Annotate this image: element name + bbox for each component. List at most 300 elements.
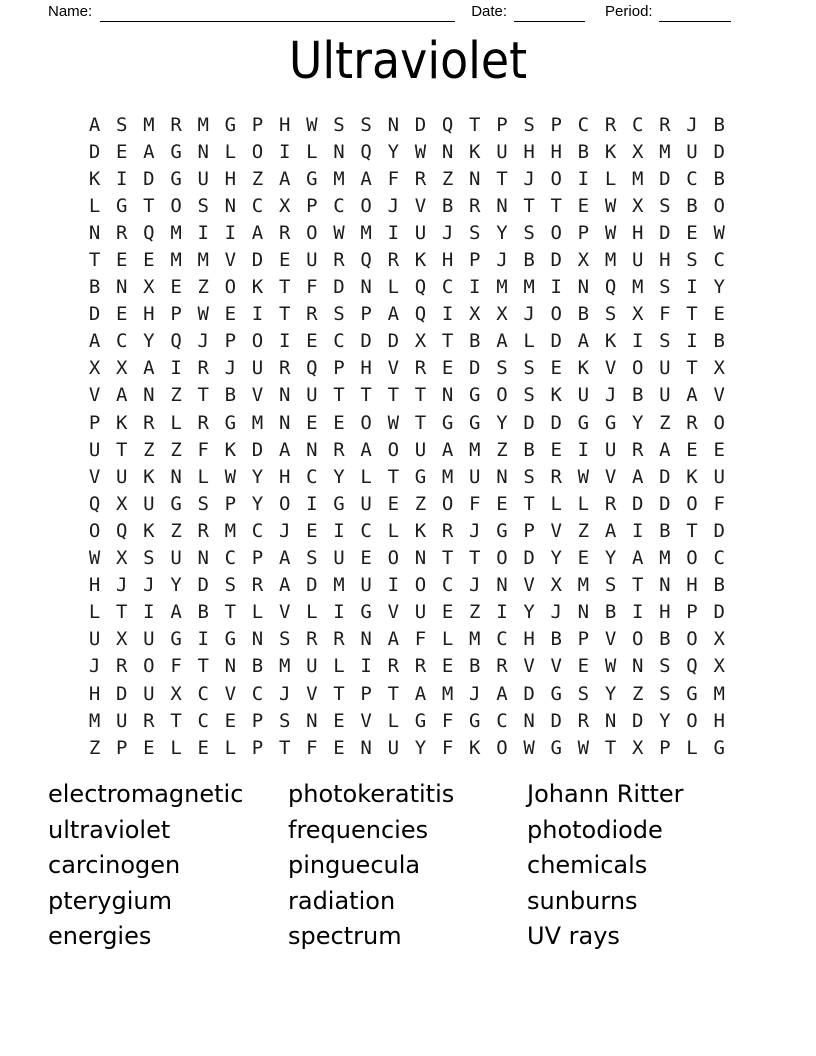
grid-letter: T xyxy=(88,249,101,272)
grid-letter: R xyxy=(686,411,698,434)
grid-letter: M xyxy=(469,628,481,651)
grid-letter: U xyxy=(333,547,345,570)
grid-letter: P xyxy=(224,492,237,515)
grid-letter: H xyxy=(278,465,291,488)
grid-letter: A xyxy=(88,113,101,136)
grid-letter: E xyxy=(496,492,508,515)
grid-letter: K xyxy=(88,167,101,190)
grid-letter: N xyxy=(360,628,372,651)
grid-letter: B xyxy=(659,628,671,651)
wordsearch-grid xyxy=(81,111,733,761)
grid-letter: J xyxy=(278,519,291,542)
grid-letter: E xyxy=(577,194,590,217)
grid-letter: T xyxy=(224,601,237,624)
grid-letter: O xyxy=(686,709,698,732)
grid-letter: A xyxy=(631,547,644,570)
grid-letter: U xyxy=(360,574,372,597)
grid-letter: D xyxy=(523,682,535,705)
grid-letter: D xyxy=(631,492,644,515)
grid-letter: X xyxy=(550,574,562,597)
grid-letter: M xyxy=(143,113,155,136)
grid-letter: J xyxy=(224,357,237,380)
grid-letter: U xyxy=(197,167,209,190)
grid-letter: X xyxy=(116,628,128,651)
grid-letter: C xyxy=(251,519,264,542)
period-blank-line xyxy=(659,6,731,22)
word-list-item: radiation xyxy=(288,886,396,915)
grid-letter: F xyxy=(441,736,454,759)
grid-letter: T xyxy=(550,194,562,217)
grid-letter: O xyxy=(550,303,562,326)
grid-letter: W xyxy=(523,736,535,759)
word-list-item: Johann Ritter xyxy=(527,780,684,808)
grid-letter: G xyxy=(496,519,508,542)
grid-letter: S xyxy=(523,221,535,244)
grid-letter: E xyxy=(224,709,237,732)
grid-letter: R xyxy=(550,465,562,488)
grid-letter: L xyxy=(306,140,318,163)
grid-letter: H xyxy=(659,249,671,272)
grid-letter: Q xyxy=(143,221,155,244)
grid-letter: S xyxy=(659,194,671,217)
grid-letter: F xyxy=(306,736,318,759)
grid-letter: V xyxy=(604,357,617,380)
grid-letter: P xyxy=(360,682,372,705)
grid-letter: A xyxy=(496,330,508,353)
word-list-item: sunburns xyxy=(527,886,638,915)
grid-letter: O xyxy=(686,547,698,570)
grid-letter: U xyxy=(251,357,264,380)
grid-letter: G xyxy=(333,492,345,515)
grid-letter: Y xyxy=(414,736,427,759)
grid-letter: A xyxy=(686,384,698,407)
grid-letter: D xyxy=(360,330,372,353)
grid-letter: E xyxy=(306,330,318,353)
grid-letter: N xyxy=(224,194,237,217)
grid-letter: B xyxy=(713,574,725,597)
grid-letter: H xyxy=(88,682,101,705)
grid-letter: N xyxy=(577,601,590,624)
grid-letter: B xyxy=(523,249,535,272)
grid-letter: G xyxy=(170,140,182,163)
grid-letter: N xyxy=(360,736,372,759)
grid-letter: O xyxy=(278,492,291,515)
grid-letter: C xyxy=(116,330,128,353)
grid-letter: N xyxy=(631,655,644,678)
word-list-item: frequencies xyxy=(288,815,429,844)
grid-letter: T xyxy=(631,574,644,597)
grid-letter: P xyxy=(88,411,101,434)
grid-letter: W xyxy=(577,465,590,488)
grid-letter: U xyxy=(713,465,725,488)
grid-letter: D xyxy=(523,411,535,434)
grid-letter: S xyxy=(197,492,209,515)
worksheet-header xyxy=(48,3,736,20)
grid-letter: R xyxy=(197,411,209,434)
grid-letter: R xyxy=(414,357,427,380)
grid-letter: L xyxy=(170,736,182,759)
word-list-column xyxy=(48,777,288,955)
grid-letter: Q xyxy=(116,519,128,542)
grid-letter: S xyxy=(116,113,128,136)
grid-letter: G xyxy=(713,736,725,759)
grid-letter: U xyxy=(659,384,671,407)
grid-letter: Z xyxy=(496,438,508,461)
grid-letter: I xyxy=(360,655,372,678)
grid-letter: P xyxy=(251,113,264,136)
grid-letter: L xyxy=(251,601,264,624)
grid-letter: M xyxy=(631,276,644,299)
name-label: Name: xyxy=(48,3,93,20)
grid-letter: I xyxy=(387,574,400,597)
grid-letter: M xyxy=(604,249,617,272)
grid-letter: P xyxy=(333,357,345,380)
grid-letter: J xyxy=(550,601,562,624)
grid-letter: T xyxy=(387,465,400,488)
grid-letter: G xyxy=(224,113,237,136)
grid-letter: Q xyxy=(441,113,454,136)
grid-letter: R xyxy=(278,221,291,244)
grid-letter: W xyxy=(224,465,237,488)
grid-letter: J xyxy=(387,194,400,217)
grid-letter: O xyxy=(360,194,372,217)
grid-letter: E xyxy=(686,221,698,244)
grid-letter: N xyxy=(441,140,454,163)
grid-letter: J xyxy=(469,574,481,597)
grid-letter: C xyxy=(713,249,725,272)
grid-letter: S xyxy=(659,330,671,353)
grid-letter: O xyxy=(550,221,562,244)
grid-letter: H xyxy=(278,113,291,136)
grid-letter: B xyxy=(441,194,454,217)
grid-letter: N xyxy=(143,384,155,407)
grid-letter: Z xyxy=(577,519,590,542)
grid-letter: O xyxy=(441,492,454,515)
grid-letter: T xyxy=(333,682,345,705)
grid-letter: Z xyxy=(197,276,209,299)
grid-letter: D xyxy=(88,303,101,326)
grid-letter: W xyxy=(88,547,101,570)
grid-letter: V xyxy=(523,574,535,597)
grid-letter: Q xyxy=(414,276,427,299)
grid-letter: Y xyxy=(333,465,345,488)
grid-letter: T xyxy=(604,736,617,759)
grid-letter: S xyxy=(224,574,237,597)
grid-letter: E xyxy=(116,249,128,272)
grid-letter: N xyxy=(333,140,345,163)
word-list-item: carcinogen xyxy=(48,851,181,880)
grid-letter: C xyxy=(197,682,209,705)
grid-letter: N xyxy=(496,465,508,488)
grid-letter: V xyxy=(604,465,617,488)
grid-letter: Q xyxy=(604,276,617,299)
grid-letter: S xyxy=(306,547,318,570)
grid-letter: U xyxy=(88,438,101,461)
grid-letter: E xyxy=(143,736,155,759)
grid-letter: O xyxy=(88,519,101,542)
grid-letter: E xyxy=(441,655,454,678)
grid-letter: T xyxy=(441,330,454,353)
grid-letter: A xyxy=(88,330,101,353)
grid-letter: C xyxy=(496,709,508,732)
grid-letter: L xyxy=(387,709,400,732)
grid-letter: X xyxy=(713,655,725,678)
grid-letter: S xyxy=(143,547,155,570)
grid-letter: V xyxy=(306,682,318,705)
grid-letter: P xyxy=(306,194,318,217)
grid-letter: N xyxy=(197,547,209,570)
grid-letter: Y xyxy=(170,574,182,597)
period-label: Period: xyxy=(605,3,653,20)
grid-letter: V xyxy=(88,465,101,488)
grid-letter: E xyxy=(116,303,128,326)
grid-letter: U xyxy=(659,357,671,380)
grid-letter: S xyxy=(496,357,508,380)
grid-letter: I xyxy=(197,628,209,651)
grid-letter: H xyxy=(523,140,535,163)
grid-letter: K xyxy=(251,276,264,299)
grid-letter: U xyxy=(686,140,698,163)
grid-letter: R xyxy=(333,438,345,461)
grid-letter: R xyxy=(143,709,155,732)
grid-letter: D xyxy=(713,519,725,542)
grid-letter: G xyxy=(577,411,590,434)
grid-letter: S xyxy=(523,384,535,407)
word-list xyxy=(48,777,776,955)
grid-letter: E xyxy=(170,276,182,299)
grid-letter: P xyxy=(116,736,128,759)
grid-letter: E xyxy=(441,601,454,624)
grid-letter: A xyxy=(604,519,617,542)
grid-letter: L xyxy=(686,736,698,759)
grid-letter: B xyxy=(713,167,725,190)
grid-letter: O xyxy=(686,628,698,651)
word-list-item: spectrum xyxy=(288,922,402,951)
grid-letter: S xyxy=(278,628,291,651)
grid-letter: W xyxy=(197,303,209,326)
grid-letter: K xyxy=(577,357,590,380)
grid-letter: R xyxy=(577,709,590,732)
grid-letter: V xyxy=(713,384,725,407)
grid-letter: N xyxy=(577,276,590,299)
grid-letter: T xyxy=(414,411,427,434)
grid-letter: X xyxy=(116,547,128,570)
grid-letter: X xyxy=(713,357,725,380)
grid-letter: R xyxy=(116,221,128,244)
grid-letter: E xyxy=(278,249,291,272)
grid-letter: M xyxy=(278,655,291,678)
grid-letter: L xyxy=(224,736,237,759)
grid-letter: B xyxy=(577,303,590,326)
grid-letter: J xyxy=(116,574,128,597)
word-list-item: photokeratitis xyxy=(288,780,455,808)
grid-letter: U xyxy=(306,384,318,407)
grid-letter: B xyxy=(713,330,725,353)
grid-letter: G xyxy=(441,411,454,434)
grid-letter: G xyxy=(170,492,182,515)
grid-letter: D xyxy=(116,682,128,705)
grid-letter: H xyxy=(631,221,644,244)
grid-letter: L xyxy=(441,628,454,651)
grid-letter: L xyxy=(306,601,318,624)
grid-letter: S xyxy=(278,709,291,732)
grid-letter: N xyxy=(387,113,400,136)
grid-letter: V xyxy=(251,384,264,407)
grid-letter: G xyxy=(414,709,427,732)
grid-letter: Z xyxy=(170,438,182,461)
grid-letter: R xyxy=(414,655,427,678)
grid-letter: N xyxy=(170,465,182,488)
grid-letter: U xyxy=(414,601,427,624)
grid-letter: W xyxy=(604,655,617,678)
grid-letter: X xyxy=(88,357,101,380)
grid-letter: A xyxy=(387,303,400,326)
grid-letter: X xyxy=(278,194,291,217)
grid-letter: X xyxy=(631,736,644,759)
grid-letter: R xyxy=(659,113,671,136)
grid-letter: G xyxy=(686,682,698,705)
grid-letter: M xyxy=(441,682,454,705)
grid-letter: T xyxy=(496,167,508,190)
grid-letter: Y xyxy=(659,709,671,732)
grid-letter: S xyxy=(686,249,698,272)
grid-letter: R xyxy=(441,519,454,542)
grid-letter: D xyxy=(88,140,101,163)
grid-letter: I xyxy=(686,276,698,299)
grid-letter: B xyxy=(88,276,101,299)
grid-letter: J xyxy=(469,682,481,705)
grid-letter: Y xyxy=(631,411,644,434)
grid-letter: Z xyxy=(170,384,182,407)
grid-letter: T xyxy=(197,384,209,407)
grid-letter: N xyxy=(441,384,454,407)
grid-letter: B xyxy=(550,628,562,651)
grid-letter: T xyxy=(360,384,372,407)
grid-letter: A xyxy=(143,140,155,163)
grid-letter: G xyxy=(224,628,237,651)
grid-letter: E xyxy=(333,736,345,759)
grid-letter: P xyxy=(170,303,182,326)
grid-letter: V xyxy=(523,655,535,678)
grid-letter: S xyxy=(577,682,590,705)
grid-letter: S xyxy=(469,221,481,244)
grid-letter: M xyxy=(251,411,264,434)
grid-letter: D xyxy=(713,140,725,163)
grid-letter: X xyxy=(116,492,128,515)
grid-letter: X xyxy=(414,330,427,353)
grid-letter: T xyxy=(523,194,535,217)
grid-letter: C xyxy=(224,547,237,570)
grid-letter: S xyxy=(360,113,372,136)
grid-letter: X xyxy=(143,276,155,299)
grid-letter: G xyxy=(469,384,481,407)
grid-letter: Z xyxy=(143,438,155,461)
grid-letter: S xyxy=(659,276,671,299)
grid-letter: O xyxy=(496,736,508,759)
grid-letter: O xyxy=(631,357,644,380)
grid-letter: Z xyxy=(659,411,671,434)
grid-letter: Q xyxy=(306,357,318,380)
grid-letter: I xyxy=(631,519,644,542)
grid-letter: C xyxy=(251,194,264,217)
grid-letter: R xyxy=(197,519,209,542)
grid-letter: E xyxy=(116,140,128,163)
grid-letter: L xyxy=(387,276,400,299)
grid-letter: E xyxy=(360,547,372,570)
grid-letter: G xyxy=(414,465,427,488)
grid-letter: R xyxy=(143,411,155,434)
grid-letter: S xyxy=(659,655,671,678)
grid-letter: J xyxy=(496,249,508,272)
grid-letter: P xyxy=(360,303,372,326)
grid-letter: A xyxy=(143,357,155,380)
grid-letter: X xyxy=(713,628,725,651)
grid-letter: I xyxy=(577,438,590,461)
grid-letter: G xyxy=(469,709,481,732)
grid-letter: N xyxy=(659,574,671,597)
grid-letter: D xyxy=(659,465,671,488)
grid-letter: K xyxy=(116,411,128,434)
grid-letter: S xyxy=(333,113,345,136)
grid-letter: H xyxy=(550,140,562,163)
grid-letter: D xyxy=(550,330,562,353)
grid-letter: D xyxy=(631,709,644,732)
grid-letter: X xyxy=(496,303,508,326)
grid-letter: C xyxy=(441,574,454,597)
grid-letter: N xyxy=(278,384,291,407)
grid-letter: G xyxy=(116,194,128,217)
grid-letter: Z xyxy=(631,682,644,705)
grid-letter: K xyxy=(224,438,237,461)
grid-letter: S xyxy=(604,303,617,326)
grid-letter: M xyxy=(170,221,182,244)
grid-letter: O xyxy=(251,140,264,163)
grid-letter: D xyxy=(387,330,400,353)
grid-letter: E xyxy=(577,547,590,570)
grid-letter: E xyxy=(686,438,698,461)
grid-letter: S xyxy=(197,194,209,217)
grid-letter: N xyxy=(523,709,535,732)
grid-letter: A xyxy=(360,438,372,461)
grid-letter: M xyxy=(441,465,454,488)
grid-letter: Q xyxy=(170,330,182,353)
grid-letter: C xyxy=(441,276,454,299)
grid-letter: J xyxy=(441,221,454,244)
word-list-item: ultraviolet xyxy=(48,815,171,844)
grid-letter: X xyxy=(631,194,644,217)
grid-letter: H xyxy=(224,167,237,190)
grid-letter: E xyxy=(713,303,725,326)
grid-letter: R xyxy=(197,357,209,380)
grid-letter: G xyxy=(604,411,617,434)
grid-letter: K xyxy=(604,330,617,353)
grid-letter: B xyxy=(604,601,617,624)
grid-letter: X xyxy=(116,357,128,380)
grid-letter: O xyxy=(387,547,400,570)
grid-letter: T xyxy=(170,709,182,732)
date-label: Date: xyxy=(471,3,508,20)
grid-letter: Q xyxy=(360,140,372,163)
grid-letter: G xyxy=(550,736,562,759)
grid-letter: L xyxy=(360,465,372,488)
grid-letter: R xyxy=(278,357,291,380)
grid-letter: R xyxy=(306,303,318,326)
grid-letter: A xyxy=(441,438,454,461)
grid-letter: J xyxy=(278,682,291,705)
grid-letter: X xyxy=(577,249,590,272)
grid-letter: A xyxy=(659,438,671,461)
grid-letter: N xyxy=(496,194,508,217)
